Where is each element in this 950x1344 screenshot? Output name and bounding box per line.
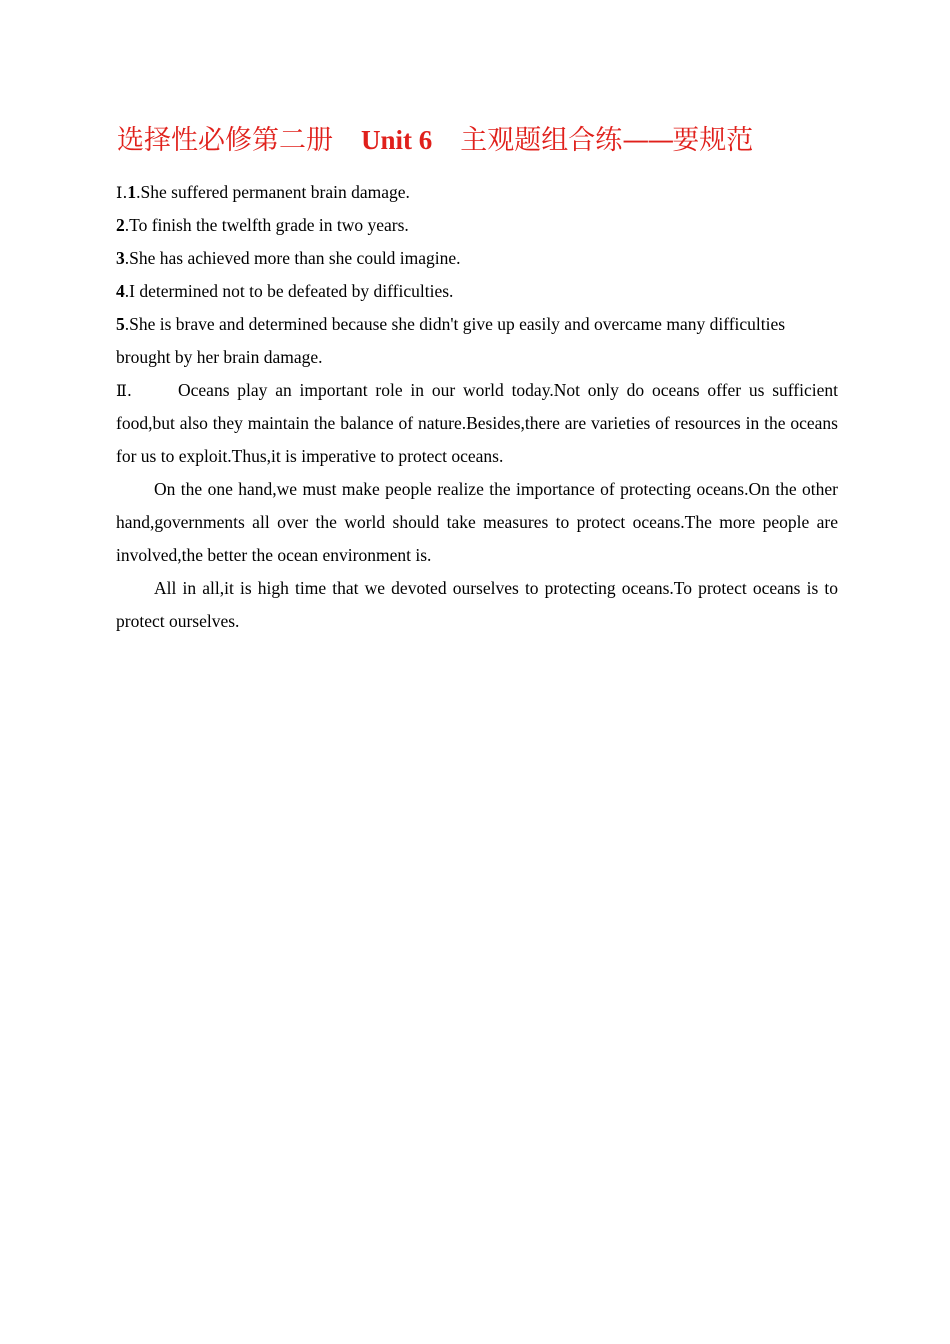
title-unit: Unit 6 xyxy=(361,125,433,155)
essay-paragraph-2: On the one hand,we must make people realize the importance of protecting oceans.On the other hand,governments all over the world should take measures to protect oceans.The more people are involved,the better the ocean environment is. xyxy=(116,479,838,565)
item-text: .She suffered permanent brain damage. xyxy=(136,182,410,202)
item-number: 4 xyxy=(116,281,125,301)
item-number: 1 xyxy=(127,182,137,202)
essay-paragraph-3: All in all,it is high time that we devoted ourselves to protecting oceans.To protect oceans is to protect ourselves. xyxy=(116,578,838,631)
answer-item-2 xyxy=(116,209,838,242)
answer-item-4 xyxy=(116,275,838,308)
title-dash: —— xyxy=(622,125,673,156)
page-title xyxy=(117,118,847,163)
section2-marker: Ⅱ. xyxy=(116,381,132,400)
answer-item-3 xyxy=(116,242,838,275)
paragraph-text: Oceans play an important role in our world today.Not only do oceans offer us sufficient food,but also they maintain the balance of nature.Besides,there are varieties of resources in the oceans for us to exploit.Thus,it is imperative to protect oceans. xyxy=(116,380,838,466)
title-part3: 要规范 xyxy=(672,125,754,156)
answer-item-5 xyxy=(116,308,838,374)
item-number: 3 xyxy=(116,248,125,268)
item-number: 2 xyxy=(116,215,125,235)
answer-item-1 xyxy=(116,176,838,209)
document-body xyxy=(116,176,838,638)
title-part1: 选择性必修第二册 xyxy=(117,125,333,156)
title-part2: 主观题组合练 xyxy=(460,125,623,156)
item-number: 5 xyxy=(116,314,125,334)
essay-paragraph-1 xyxy=(116,374,838,473)
item-text: .To finish the twelfth grade in two years. xyxy=(124,215,409,235)
item-text: .She is brave and determined because she didn't give up easily and overcame many difficulties brought by her brain damage. xyxy=(116,314,786,367)
item-text: .I determined not to be defeated by difficulties. xyxy=(124,281,454,301)
item-text: .She has achieved more than she could imagine. xyxy=(124,248,461,268)
section1-marker: Ⅰ. xyxy=(116,183,128,202)
